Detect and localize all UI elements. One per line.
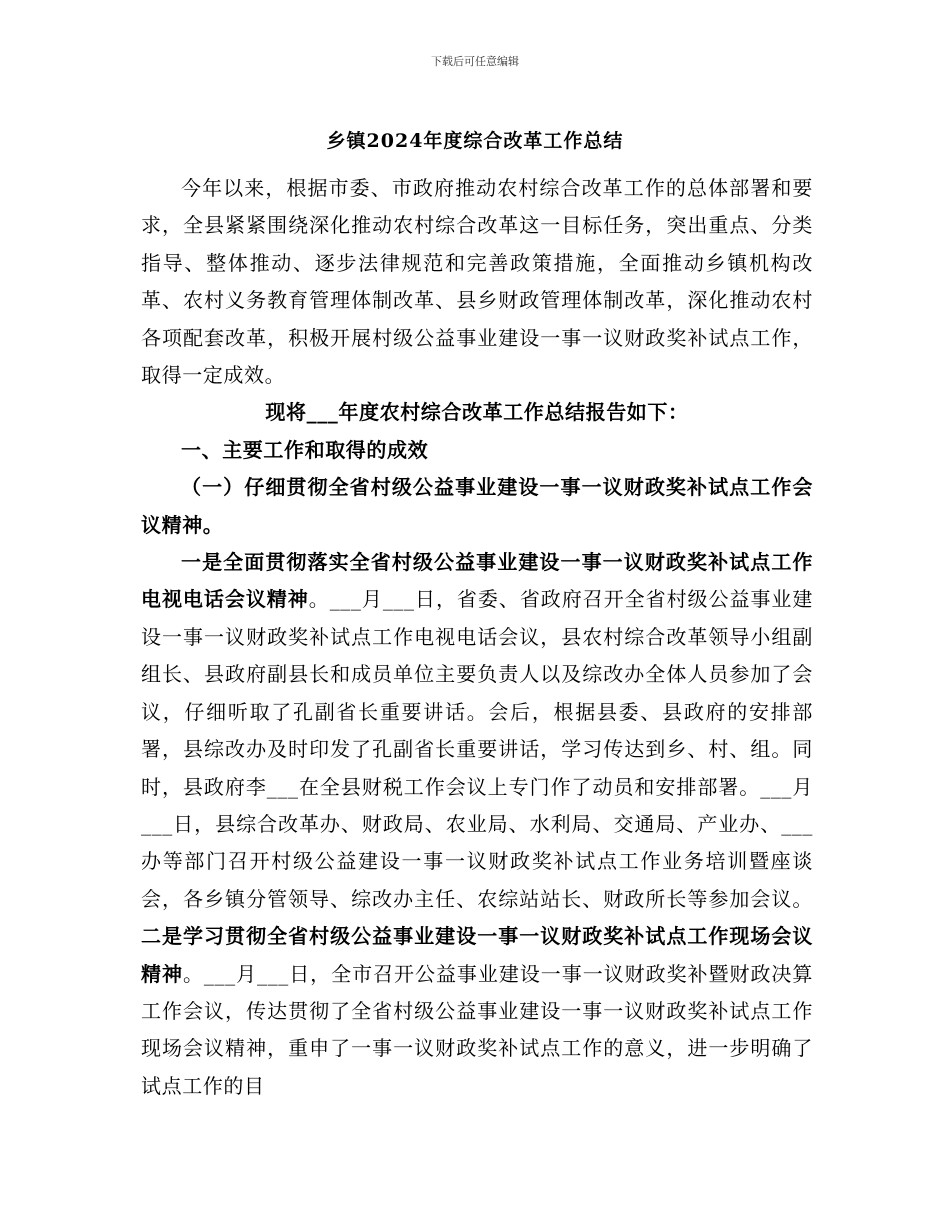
point-1-heading: 一是全面贯彻落实全省村级公益事业建设一事一议财政奖补试点工作电视电话会议精神 — [141, 550, 813, 612]
point-2-heading: 二是学习贯彻全省村级公益事业建设一事一议财政奖补试点工作现场会议精神 — [141, 924, 813, 986]
point-1-body: 。___月___日，省委、省政府召开全省村级公益事业建设一事一议财政奖补试点工作电视电话会议，县农村综合改革领导小组副组长、县政府副县长和成员单位主要负责人以及综改办全体人员参加了会议，仔细听取了孔副省长重要讲话。会后，根据县委、县政府的安排部署，县综改办及时印发了孔副省长重要讲话，学习传达到乡、村、组。同时，县政府李___在全县财税工作会议上专门作了动员和安排部署。___月___日，县综合改革办、财政局、农业局、水利局、交通局、产业办、___办等部门召开村级公益建设一事一议财政奖补试点工作业务培训暨座谈会，各乡镇分管领导、综改办主任、农综站站长、财政所长等参加会议。 — [141, 587, 813, 911]
section-heading: 一、主要工作和取得的成效 — [181, 437, 429, 462]
document-body — [141, 170, 813, 1105]
document-title: 乡镇2024年度综合改革工作总结 — [326, 130, 624, 152]
body-paragraph — [141, 544, 813, 1105]
intro-paragraph: 今年以来，根据市委、市政府推动农村综合改革工作的总体部署和要求，全县紧紧围绕深化推动农村综合改革这一目标任务，突出重点、分类指导、整体推动、逐步法律规范和完善政策措施，全面推动乡镇机构改革、农村义务教育管理体制改革、县乡财政管理体制改革，深化推动农村各项配套改革，积极开展村级公益事业建设一事一议财政奖补试点工作，取得一定成效。 — [141, 176, 813, 388]
report-line: 现将___年度农村综合改革工作总结报告如下： — [265, 400, 689, 425]
header-note: 下载后可任意编辑 — [431, 55, 519, 68]
point-2-body: 。___月___日，全市召开公益事业建设一事一议财政奖补暨财政决算工作会议，传达贯彻了全省村级公益事业建设一事一议财政奖补试点工作现场会议精神，重申了一事一议财政奖补试点工作的意义，进一步明确了试点工作的目 — [141, 961, 813, 1098]
subsection-heading: （一）仔细贯彻全省村级公益事业建设一事一议财政奖补试点工作会议精神。 — [141, 475, 813, 537]
